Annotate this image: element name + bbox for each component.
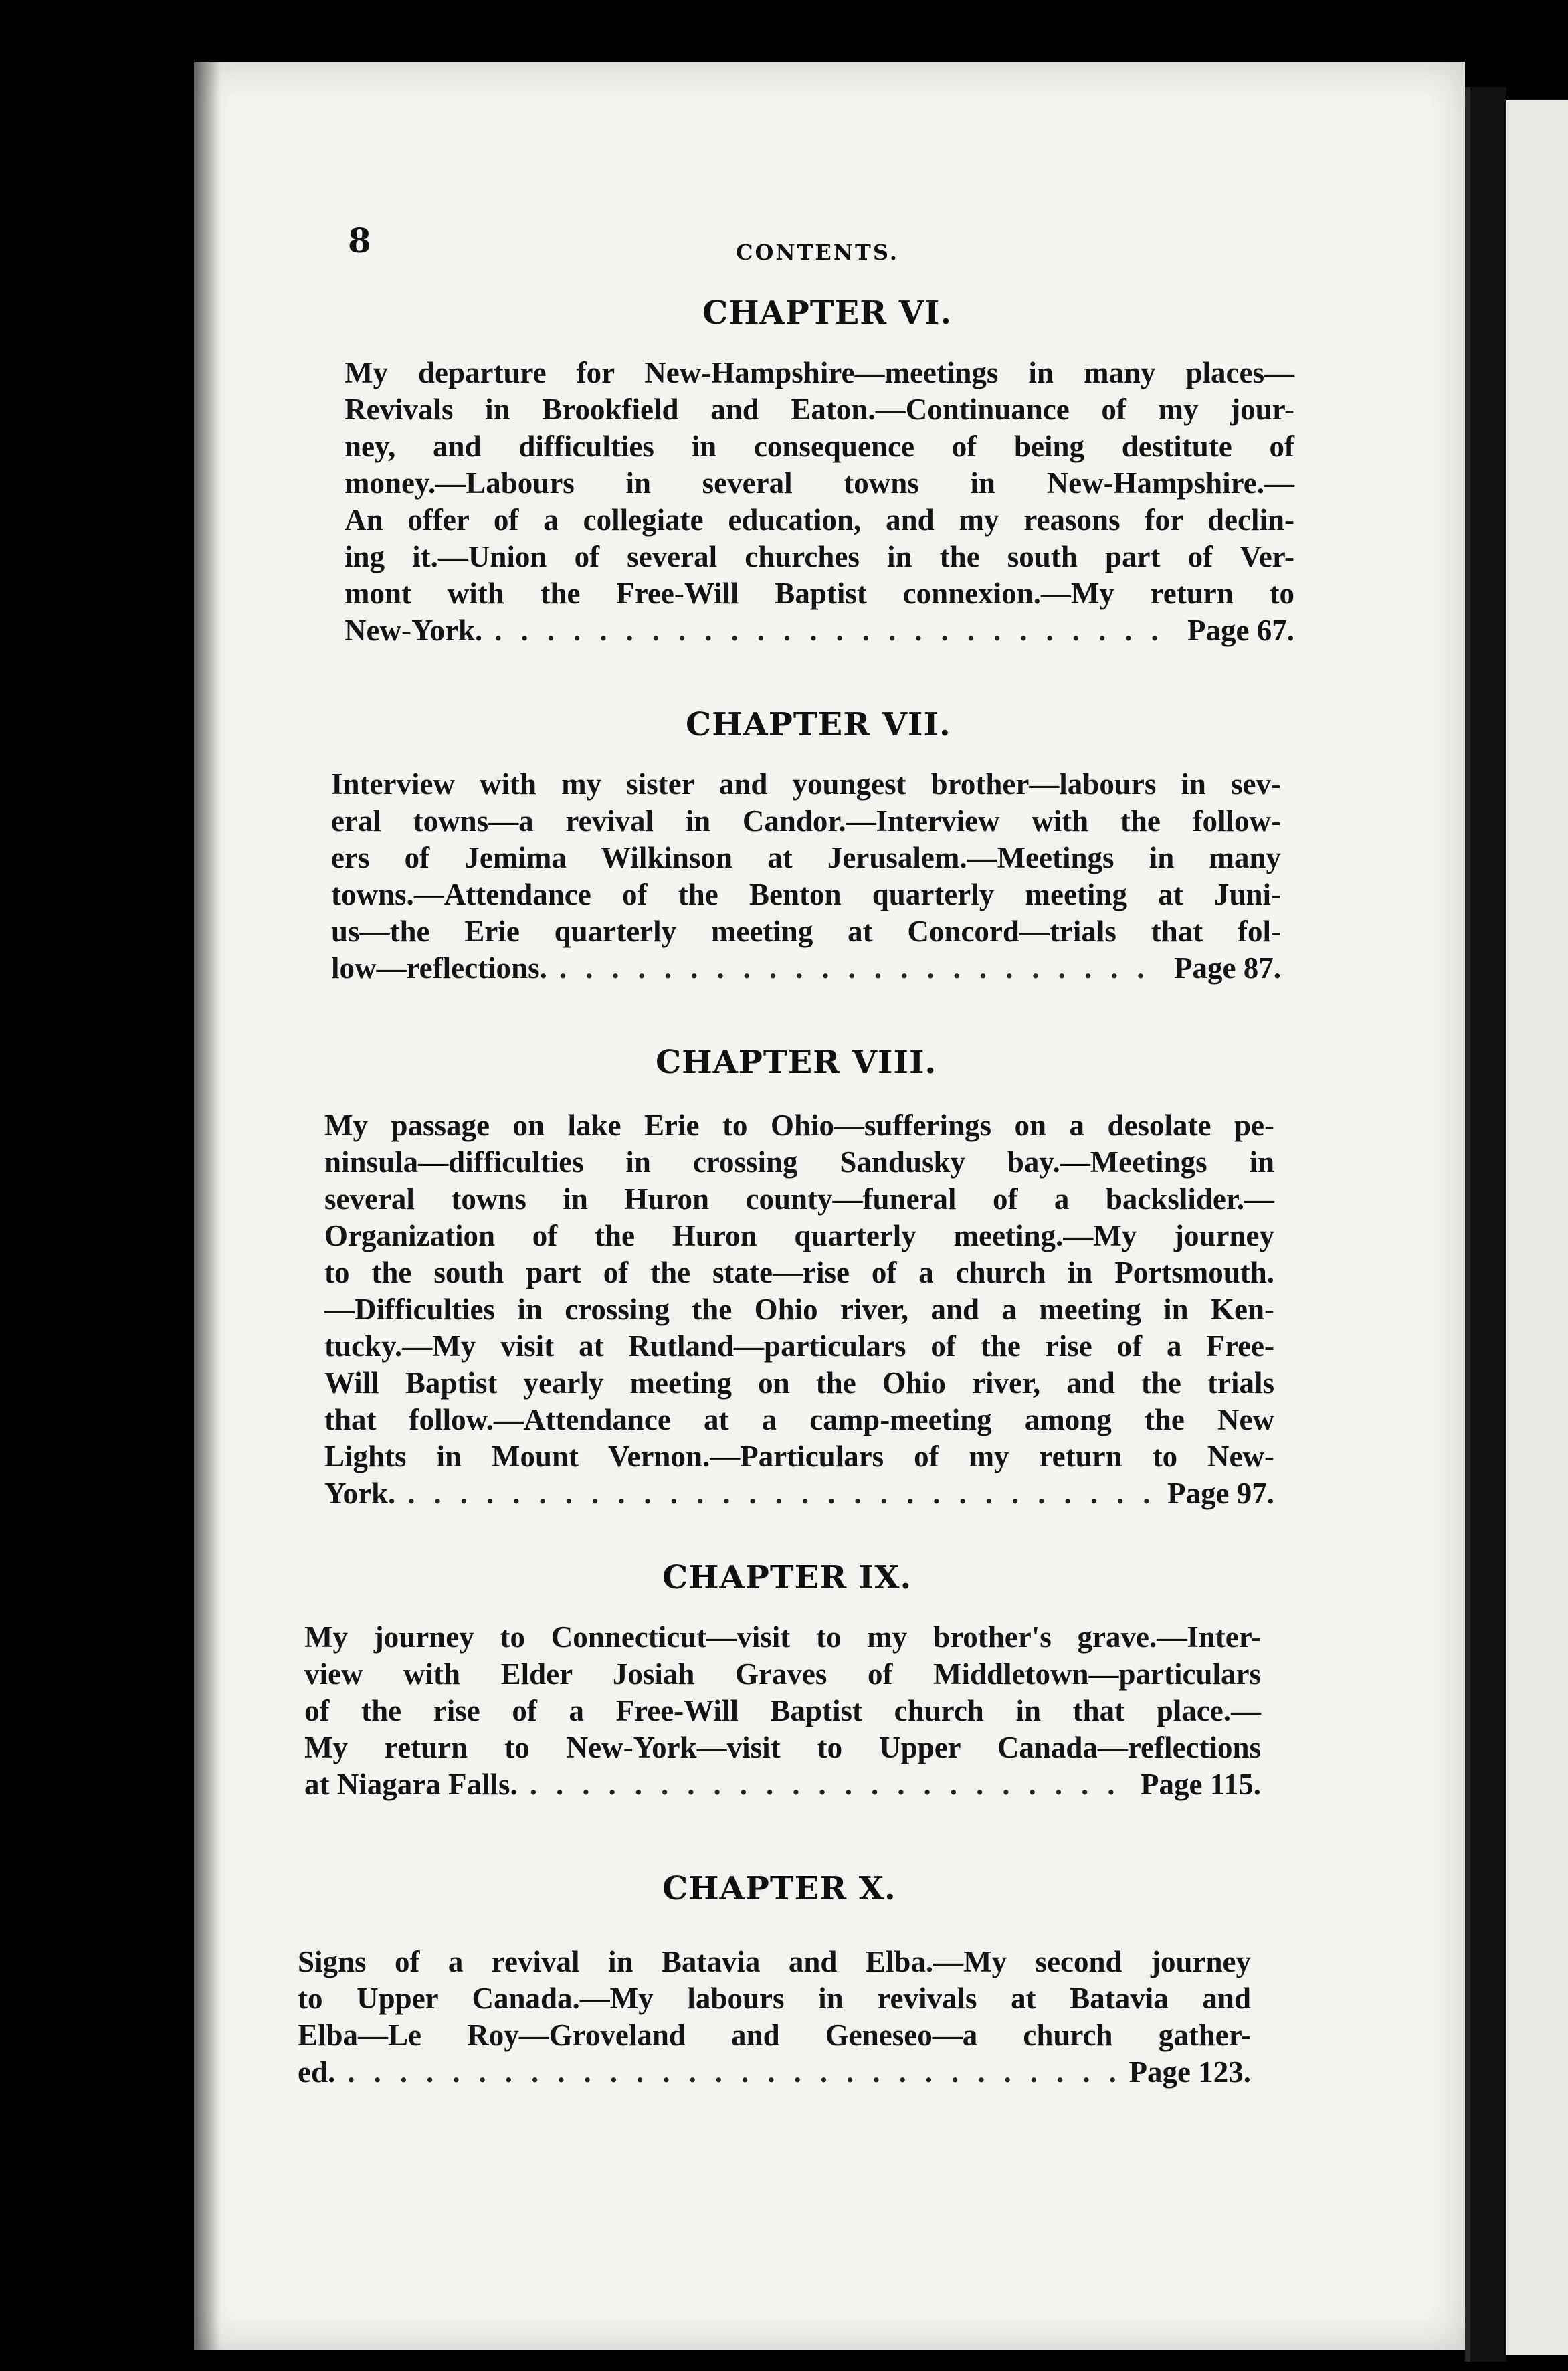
summary-line: eral towns—a revival in Candor.—Interview with the follow- xyxy=(331,804,1281,838)
chapter-summary xyxy=(345,355,1294,649)
summary-line: us—the Erie quarterly meeting at Concord—trials that fol- xyxy=(331,915,1281,948)
summary-line-end: New-York. xyxy=(345,613,483,647)
summary-last-line xyxy=(345,612,1294,649)
chapter-title: CHAPTER VII. xyxy=(686,706,951,743)
summary-last-line xyxy=(298,2054,1251,2091)
summary-line: Interview with my sister and youngest brother—labours in sev- xyxy=(331,767,1281,801)
summary-line: ninsula—difficulties in crossing Sandusky bay.—Meetings in xyxy=(324,1145,1274,1179)
chapter-title: CHAPTER X. xyxy=(662,1870,896,1907)
summary-line: My passage on lake Erie to Ohio—sufferings on a desolate pe- xyxy=(324,1109,1274,1142)
summary-last-line xyxy=(331,950,1281,987)
summary-line: towns.—Attendance of the Benton quarterly meeting at Juni- xyxy=(331,878,1281,911)
summary-line-end: at Niagara Falls. xyxy=(304,1768,518,1801)
summary-line: Elba—Le Roy—Groveland and Geneseo—a church gather- xyxy=(298,2018,1251,2052)
chapter-summary xyxy=(324,1107,1274,1512)
chapter-summary xyxy=(331,766,1281,987)
summary-line-end: low—reflections. xyxy=(331,951,547,985)
summary-line: money.—Labours in several towns in New-Hampshire.— xyxy=(345,466,1294,500)
page-reference: Page 123. xyxy=(1129,2055,1251,2089)
summary-line: Signs of a revival in Batavia and Elba.—My second journey xyxy=(298,1945,1251,1978)
page-number: 8 xyxy=(348,221,371,260)
summary-line-end: ed. xyxy=(298,2055,336,2089)
book-spine-shadow xyxy=(1465,87,1506,2362)
summary-line: My journey to Connecticut—visit to my brother's grave.—Inter- xyxy=(304,1620,1261,1654)
summary-line: Lights in Mount Vernon.—Particulars of my return to New- xyxy=(324,1440,1274,1473)
summary-line: Revivals in Brookfield and Eaton.—Continuance of my jour- xyxy=(345,393,1294,426)
summary-line: to the south part of the state—rise of a church in Portsmouth. xyxy=(324,1256,1274,1289)
summary-line: My departure for New-Hampshire—meetings in many places— xyxy=(345,356,1294,389)
summary-line: —Difficulties in crossing the Ohio river, and a meeting in Ken- xyxy=(324,1293,1274,1326)
summary-line: several towns in Huron county—funeral of a backslider.— xyxy=(324,1182,1274,1216)
chapter-summary xyxy=(304,1619,1261,1803)
summary-line: that follow.—Attendance at a camp-meeting among the New xyxy=(324,1403,1274,1436)
chapter-summary xyxy=(298,1943,1251,2091)
page-reference: Page 67. xyxy=(1187,613,1294,647)
summary-line: ers of Jemima Wilkinson at Jerusalem.—Meetings in many xyxy=(331,841,1281,874)
page-reference: Page 115. xyxy=(1141,1768,1261,1801)
leader-dots xyxy=(407,1475,1155,1512)
summary-line: My return to New-York—visit to Upper Canada—reflections xyxy=(304,1731,1261,1764)
leader-dots xyxy=(494,612,1175,649)
summary-line: of the rise of a Free-Will Baptist church in that place.— xyxy=(304,1694,1261,1727)
summary-line: tucky.—My visit at Rutland—particulars of the rise of a Free- xyxy=(324,1329,1274,1363)
summary-line: Will Baptist yearly meeting on the Ohio river, and the trials xyxy=(324,1366,1274,1400)
summary-last-line xyxy=(324,1475,1274,1512)
summary-line: view with Elder Josiah Graves of Middletown—particulars xyxy=(304,1657,1261,1691)
summary-line: mont with the Free-Will Baptist connexion.—My return to xyxy=(345,577,1294,610)
summary-line: An offer of a collegiate education, and my reasons for declin- xyxy=(345,503,1294,537)
page-reference: Page 87. xyxy=(1174,951,1281,985)
running-head: CONTENTS. xyxy=(736,240,899,265)
chapter-title: CHAPTER VIII. xyxy=(656,1044,937,1081)
leader-dots xyxy=(347,2054,1116,2091)
summary-line: ney, and difficulties in consequence of being destitute of xyxy=(345,430,1294,463)
summary-line-end: York. xyxy=(324,1477,396,1510)
page-reference: Page 97. xyxy=(1167,1477,1274,1510)
leader-dots xyxy=(530,1766,1129,1803)
leader-dots xyxy=(559,950,1162,987)
summary-line: Organization of the Huron quarterly meeting.—My journey xyxy=(324,1219,1274,1252)
chapter-title: CHAPTER IX. xyxy=(662,1559,912,1596)
summary-last-line xyxy=(304,1766,1261,1803)
adjacent-page-edge xyxy=(1506,100,1568,2355)
summary-line: ing it.—Union of several churches in the south part of Ver- xyxy=(345,540,1294,573)
summary-line: to Upper Canada.—My labours in revivals at Batavia and xyxy=(298,1982,1251,2015)
chapter-title: CHAPTER VI. xyxy=(702,294,953,332)
